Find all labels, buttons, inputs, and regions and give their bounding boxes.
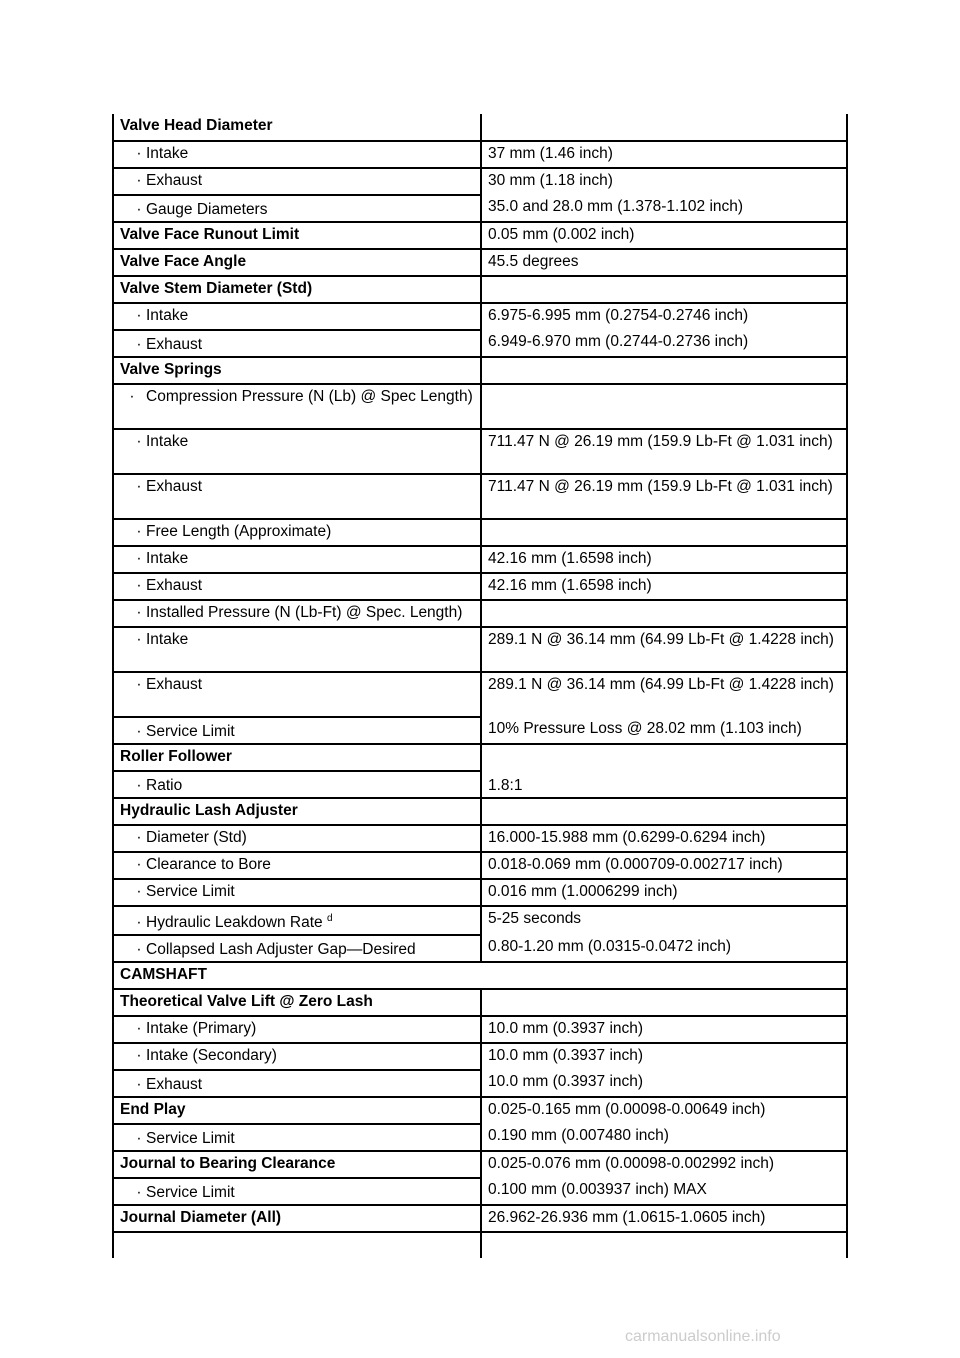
row-label: · Installed Pressure (N (Lb-Ft) @ Spec. Length) xyxy=(113,600,481,627)
table-row xyxy=(113,627,847,672)
row-value: 0.018-0.069 mm (0.000709-0.002717 inch) xyxy=(481,852,847,879)
table-row xyxy=(113,771,847,798)
row-value: 711.47 N @ 26.19 mm (159.9 Lb-Ft @ 1.031 inch) xyxy=(481,474,847,519)
bullet-icon: · xyxy=(136,777,142,794)
table-row xyxy=(113,330,847,357)
bullet-icon: · xyxy=(136,433,142,450)
bullet-icon: · xyxy=(136,336,142,353)
bullet-icon: · xyxy=(136,883,142,900)
table-row xyxy=(113,1097,847,1124)
bullet-icon: · xyxy=(136,478,142,495)
table-row xyxy=(113,429,847,474)
bullet-icon: · xyxy=(136,1047,142,1065)
table-row xyxy=(113,384,847,429)
row-label: Hydraulic Lash Adjuster xyxy=(113,798,481,825)
row-label: Roller Follower xyxy=(113,744,481,771)
row-value: 6.975-6.995 mm (0.2754-0.2746 inch) xyxy=(481,303,847,330)
table-row xyxy=(113,249,847,276)
table-row xyxy=(113,600,847,627)
table-row xyxy=(113,906,847,935)
row-label: Theoretical Valve Lift @ Zero Lash xyxy=(113,989,481,1016)
row-label: · Service Limit xyxy=(113,1124,481,1151)
row-label: · Compression Pressure (N (Lb) @ Spec Length) xyxy=(113,384,481,429)
row-label: · Free Length (Approximate) xyxy=(113,519,481,546)
row-value: 0.100 mm (0.003937 inch) MAX xyxy=(481,1178,847,1205)
bullet-icon: · xyxy=(129,388,135,405)
row-label: Valve Head Diameter xyxy=(113,114,481,141)
table-row xyxy=(113,222,847,249)
row-label: · Clearance to Bore xyxy=(113,852,481,879)
row-value: 10% Pressure Loss @ 28.02 mm (1.103 inch) xyxy=(481,717,847,744)
row-label: · Collapsed Lash Adjuster Gap—Desired xyxy=(113,935,481,962)
row-label: · Hydraulic Leakdown Rate $^d$ xyxy=(113,906,481,935)
row-label: · Exhaust xyxy=(113,573,481,600)
table-row xyxy=(113,303,847,330)
table-row xyxy=(113,195,847,222)
row-value: 6.949-6.970 mm (0.2744-0.2736 inch) xyxy=(481,330,847,357)
row-label: · Exhaust xyxy=(113,474,481,519)
table-row xyxy=(113,1151,847,1178)
row-label: · Intake xyxy=(113,429,481,474)
row-value: 0.190 mm (0.007480 inch) xyxy=(481,1124,847,1151)
table-row xyxy=(113,717,847,744)
spec-table xyxy=(112,114,848,1258)
table-row xyxy=(113,1016,847,1043)
row-value: 10.0 mm (0.3937 inch) xyxy=(481,1070,847,1097)
row-value xyxy=(481,276,847,303)
row-label: · Ratio xyxy=(113,771,481,798)
table-row xyxy=(113,1070,847,1097)
row-label: · Intake (Secondary) xyxy=(113,1043,481,1070)
row-value: 0.05 mm (0.002 inch) xyxy=(481,222,847,249)
row-label: Valve Stem Diameter (Std) xyxy=(113,276,481,303)
row-label: · Intake xyxy=(113,546,481,573)
row-label: · Service Limit xyxy=(113,717,481,744)
row-label: · Service Limit xyxy=(113,879,481,906)
table-row xyxy=(113,1124,847,1151)
table-row xyxy=(113,672,847,717)
row-label: · Intake xyxy=(113,627,481,672)
table-row xyxy=(113,114,847,141)
row-label: Journal Diameter (All) xyxy=(113,1205,481,1232)
row-label: Valve Springs xyxy=(113,357,481,384)
bullet-icon: · xyxy=(136,145,142,162)
table-row xyxy=(113,141,847,168)
row-value: 10.0 mm (0.3937 inch) xyxy=(481,1043,847,1070)
table-row xyxy=(113,962,847,989)
row-value: 37 mm (1.46 inch) xyxy=(481,141,847,168)
row-label: Valve Face Angle xyxy=(113,249,481,276)
bullet-icon: · xyxy=(136,631,142,648)
bullet-icon: · xyxy=(136,577,142,594)
row-value xyxy=(481,519,847,546)
table-row xyxy=(113,798,847,825)
row-value: 16.000-15.988 mm (0.6299-0.6294 inch) xyxy=(481,825,847,852)
watermark: carmanualsonline.info xyxy=(625,1328,781,1345)
table-row xyxy=(113,1043,847,1070)
row-value: 5-25 seconds xyxy=(481,906,847,935)
row-value: 289.1 N @ 36.14 mm (64.99 Lb-Ft @ 1.4228 inch) xyxy=(481,672,847,717)
table-row xyxy=(113,357,847,384)
bullet-icon: · xyxy=(136,550,142,567)
bullet-icon: · xyxy=(136,307,142,324)
row-label: · Exhaust xyxy=(113,1070,481,1097)
table-row xyxy=(113,825,847,852)
row-value: 0.80-1.20 mm (0.0315-0.0472 inch) xyxy=(481,935,847,962)
row-value xyxy=(481,357,847,384)
bullet-icon: · xyxy=(136,829,142,846)
row-value xyxy=(481,600,847,627)
row-label: · Intake xyxy=(113,303,481,330)
row-value: 1.8:1 xyxy=(481,771,847,798)
table-row xyxy=(113,989,847,1016)
table-row xyxy=(113,573,847,600)
row-value: 45.5 degrees xyxy=(481,249,847,276)
row-value: 0.025-0.076 mm (0.00098-0.002992 inch) xyxy=(481,1151,847,1178)
bullet-icon: · xyxy=(136,201,142,218)
bullet-icon: · xyxy=(136,604,142,621)
row-value xyxy=(481,798,847,825)
row-value: 0.016 mm (1.0006299 inch) xyxy=(481,879,847,906)
row-value: 42.16 mm (1.6598 inch) xyxy=(481,573,847,600)
row-label: · Intake xyxy=(113,141,481,168)
row-value xyxy=(481,989,847,1016)
row-label: · Service Limit xyxy=(113,1178,481,1205)
table-row xyxy=(113,852,847,879)
row-label xyxy=(113,1232,481,1258)
row-label: · Diameter (Std) xyxy=(113,825,481,852)
bullet-icon: · xyxy=(136,523,142,540)
table-row xyxy=(113,744,847,771)
row-label: · Intake (Primary) xyxy=(113,1016,481,1043)
footnote-marker: d xyxy=(326,913,333,924)
table-row xyxy=(113,935,847,962)
bullet-icon: · xyxy=(136,1076,142,1094)
row-value: 26.962-26.936 mm (1.0615-1.0605 inch) xyxy=(481,1205,847,1232)
bullet-icon: · xyxy=(136,723,142,740)
bullet-icon: · xyxy=(136,1184,142,1202)
row-value xyxy=(481,384,847,429)
row-value xyxy=(481,744,847,771)
row-value: 35.0 and 28.0 mm (1.378-1.102 inch) xyxy=(481,195,847,222)
row-label: End Play xyxy=(113,1097,481,1124)
bullet-icon: · xyxy=(136,1020,142,1038)
table-row xyxy=(113,546,847,573)
bullet-icon: · xyxy=(136,914,142,932)
bullet-icon: · xyxy=(136,856,142,873)
table-row xyxy=(113,1178,847,1205)
bullet-icon: · xyxy=(136,676,142,693)
row-label: · Exhaust xyxy=(113,330,481,357)
row-label: · Gauge Diameters xyxy=(113,195,481,222)
row-label: · Exhaust xyxy=(113,672,481,717)
row-value xyxy=(481,1232,847,1258)
table-row xyxy=(113,879,847,906)
bullet-icon: · xyxy=(136,172,142,189)
row-value: 10.0 mm (0.3937 inch) xyxy=(481,1016,847,1043)
table-row xyxy=(113,1205,847,1232)
row-value xyxy=(481,114,847,141)
table-row xyxy=(113,1232,847,1258)
row-value: 30 mm (1.18 inch) xyxy=(481,168,847,195)
row-value: 0.025-0.165 mm (0.00098-0.00649 inch) xyxy=(481,1097,847,1124)
table-row xyxy=(113,276,847,303)
table-row xyxy=(113,519,847,546)
row-label: · Exhaust xyxy=(113,168,481,195)
table-row xyxy=(113,474,847,519)
row-value: 289.1 N @ 36.14 mm (64.99 Lb-Ft @ 1.4228 inch) xyxy=(481,627,847,672)
row-value: 42.16 mm (1.6598 inch) xyxy=(481,546,847,573)
table-row xyxy=(113,168,847,195)
bullet-icon: · xyxy=(136,941,142,959)
row-label: Journal to Bearing Clearance xyxy=(113,1151,481,1178)
row-value: 711.47 N @ 26.19 mm (159.9 Lb-Ft @ 1.031 inch) xyxy=(481,429,847,474)
row-label: Valve Face Runout Limit xyxy=(113,222,481,249)
section-title: CAMSHAFT xyxy=(113,962,847,989)
bullet-icon: · xyxy=(136,1130,142,1148)
